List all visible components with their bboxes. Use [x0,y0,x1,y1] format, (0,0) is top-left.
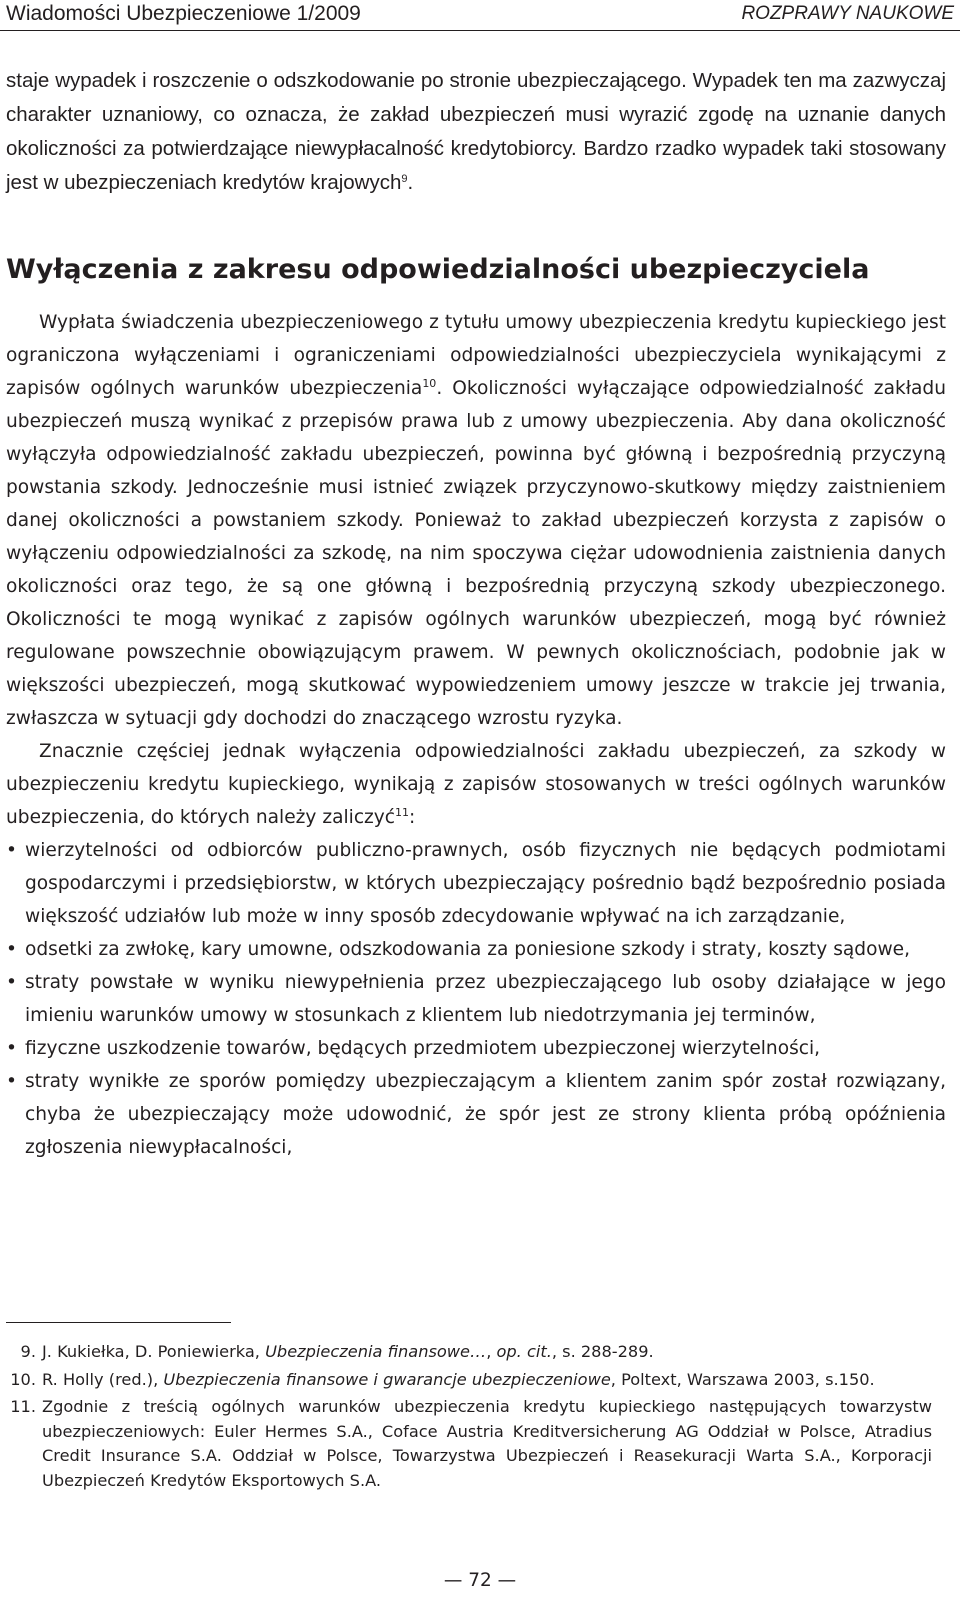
footnote-ref-11[interactable]: 11 [395,806,410,819]
page-number: — 72 — [443,1570,517,1591]
footnote-10 [6,1368,932,1393]
footnote-number: 11. [10,1397,36,1416]
intro-paragraph [6,64,946,200]
bullet-icon: • [6,1038,17,1059]
footnote-11 [6,1395,932,1493]
list-item [6,834,946,933]
running-header [0,0,960,31]
paragraph-1-text-a: Wypłata świadczenia ubezpieczeniowego z tytułu umowy ubezpieczenia kredytu kupieckiego jest ograniczona wyłączeniami i ograniczeniami odpowiedzialności ubezpieczyciela wynikającymi z zapisów ogólnych warunków ubezpieczenia [6,312,946,399]
bullet-icon: • [6,840,17,861]
footnote-text: , Poltext, Warszawa 2003, s.150. [610,1369,875,1389]
footnote-title: Ubezpieczenia finansowe… [265,1342,487,1361]
intro-end: . [407,171,414,194]
list-item [6,1065,946,1164]
section-body [6,306,946,1164]
footnote-9 [6,1340,932,1365]
footnote-ref-9[interactable]: 9 [401,173,408,185]
footnote-text: R. Holly (red.), [42,1369,164,1389]
footnote-divider [6,1322,231,1323]
section-label: ROZPRAWY NAUKOWE [741,3,954,24]
intro-text: staje wypadek i roszczenie o odszkodowanie po stronie ubezpieczającego. Wypadek ten ma zazwyczaj charakter uznaniowy, co oznacza, że zakład ubezpieczeń musi wyrazić zgodę na uznanie danych okoliczności za potwierdzające niewypłacalność kredytobiorcy. Bardzo rzadko wypadek taki stosowany jest w ubezpieczeniach kredytów krajowych [6,69,946,194]
bullet-icon: • [6,972,17,993]
list-item [6,933,946,966]
section-heading: Wyłączenia z zakresu odpowiedzialności ubezpieczyciela [6,254,870,285]
paragraph-2 [6,735,946,834]
paragraph-2-text-b: : [409,807,416,828]
footnote-title: Ubezpieczenia finansowe i gwarancje ubezpieczeniowe [163,1369,611,1389]
footnote-number: 10. [10,1369,36,1389]
bullet-icon: • [6,1071,17,1092]
footnote-citation: op. cit. [496,1342,552,1361]
footnote-ref-10[interactable]: 10 [422,377,437,390]
bullet-icon: • [6,939,17,960]
list-item-text: odsetki za zwłokę, kary umowne, odszkodowania za poniesione szkody i straty, koszty sądowe, [25,939,911,960]
footnotes [6,1340,932,1496]
footnote-text: J. Kukiełka, D. Poniewierka, [42,1342,266,1361]
footnote-number: 9. [20,1342,36,1361]
list-item-text: straty wynikłe ze sporów pomiędzy ubezpieczającym a klientem zanim spór został rozwiązany, chyba że ubezpieczający może udowodnić, że spór jest ze strony klienta próbą opóźnienia zgłoszenia niewypłacalności, [25,1071,946,1158]
list-item-text: fizyczne uszkodzenie towarów, będących przedmiotem ubezpieczonej wierzytelności, [25,1038,821,1059]
footnote-text: , [486,1342,497,1361]
list-item-text: wierzytelności od odbiorców publiczno-prawnych, osób fizycznych nie będących podmiotami gospodarczymi i przedsiębiorstw, w których ubezpieczający pośrednio bądź bezpośrednio posiada większość udziałów lub może w inny sposób zdecydowanie wpływać na ich zarządzanie, [25,840,946,927]
journal-title: Wiadomości Ubezpieczeniowe 1/2009 [6,2,361,25]
paragraph-1-text-b: . Okoliczności wyłączające odpowiedzialność zakładu ubezpieczeń muszą wynikać z przepisów prawa lub z umowy ubezpieczenia. Aby dana okoliczność wyłączyła odpowiedzialność zakładu ubezpieczeń, powinna być główną i bezpośrednią przyczyną powstania szkody. Jednocześnie musi istnieć związek przyczynowo-skutkowy między zaistnieniem danej okoliczności a powstaniem szkody. Ponieważ to zakład ubezpieczeń korzysta z zapisów o wyłączeniu odpowiedzialności za szkodę, na nim spoczywa ciężar udowodnienia zaistnienia danych okoliczności oraz tego, że są one główną i bezpośrednią przyczyną szkody ubezpieczonego. Okoliczności te mogą wynikać z zapisów ogólnych warunków ubezpieczeń, mogą być również regulowane powszechnie obowiązującym prawem. W pewnych okolicznościach, podobnie jak w większości ubezpieczeń, mogą skutkować wypowiedzeniem umowy jeszcze w trakcie jej trwania, zwłaszcza w sytuacji gdy dochodzi do znaczącego wzrostu ryzyka. [6,378,946,729]
paragraph-2-text-a: Znacznie częściej jednak wyłączenia odpowiedzialności zakładu ubezpieczeń, za szkody w ubezpieczeniu kredytu kupieckiego, wynikają z zapisów stosowanych w treści ogólnych warunków ubezpieczenia, do których należy zaliczyć [6,741,946,828]
list-item [6,966,946,1032]
footnote-text: , s. 288-289. [551,1342,654,1361]
footnote-text: Zgodnie z treścią ogólnych warunków ubezpieczenia kredytu kupieckiego następujących towarzystw ubezpieczeniowych: Euler Hermes S.A., Coface Austria Kreditversicherung AG Oddział w Polsce, Atradius Credit Insurance S.A. Oddział w Polsce, Towarzystwa Ubezpieczeń i Reasekuracji Warta S.A., Korporacji Ubezpieczeń Kredytów Eksportowych S.A. [42,1397,932,1490]
exclusions-list [6,834,946,1164]
list-item [6,1032,946,1065]
list-item-text: straty powstałe w wyniku niewypełnienia przez ubezpieczającego lub osoby działające w jego imieniu warunków umowy w stosunkach z klientem lub niedotrzymania jej terminów, [25,972,946,1026]
paragraph-1 [6,306,946,735]
